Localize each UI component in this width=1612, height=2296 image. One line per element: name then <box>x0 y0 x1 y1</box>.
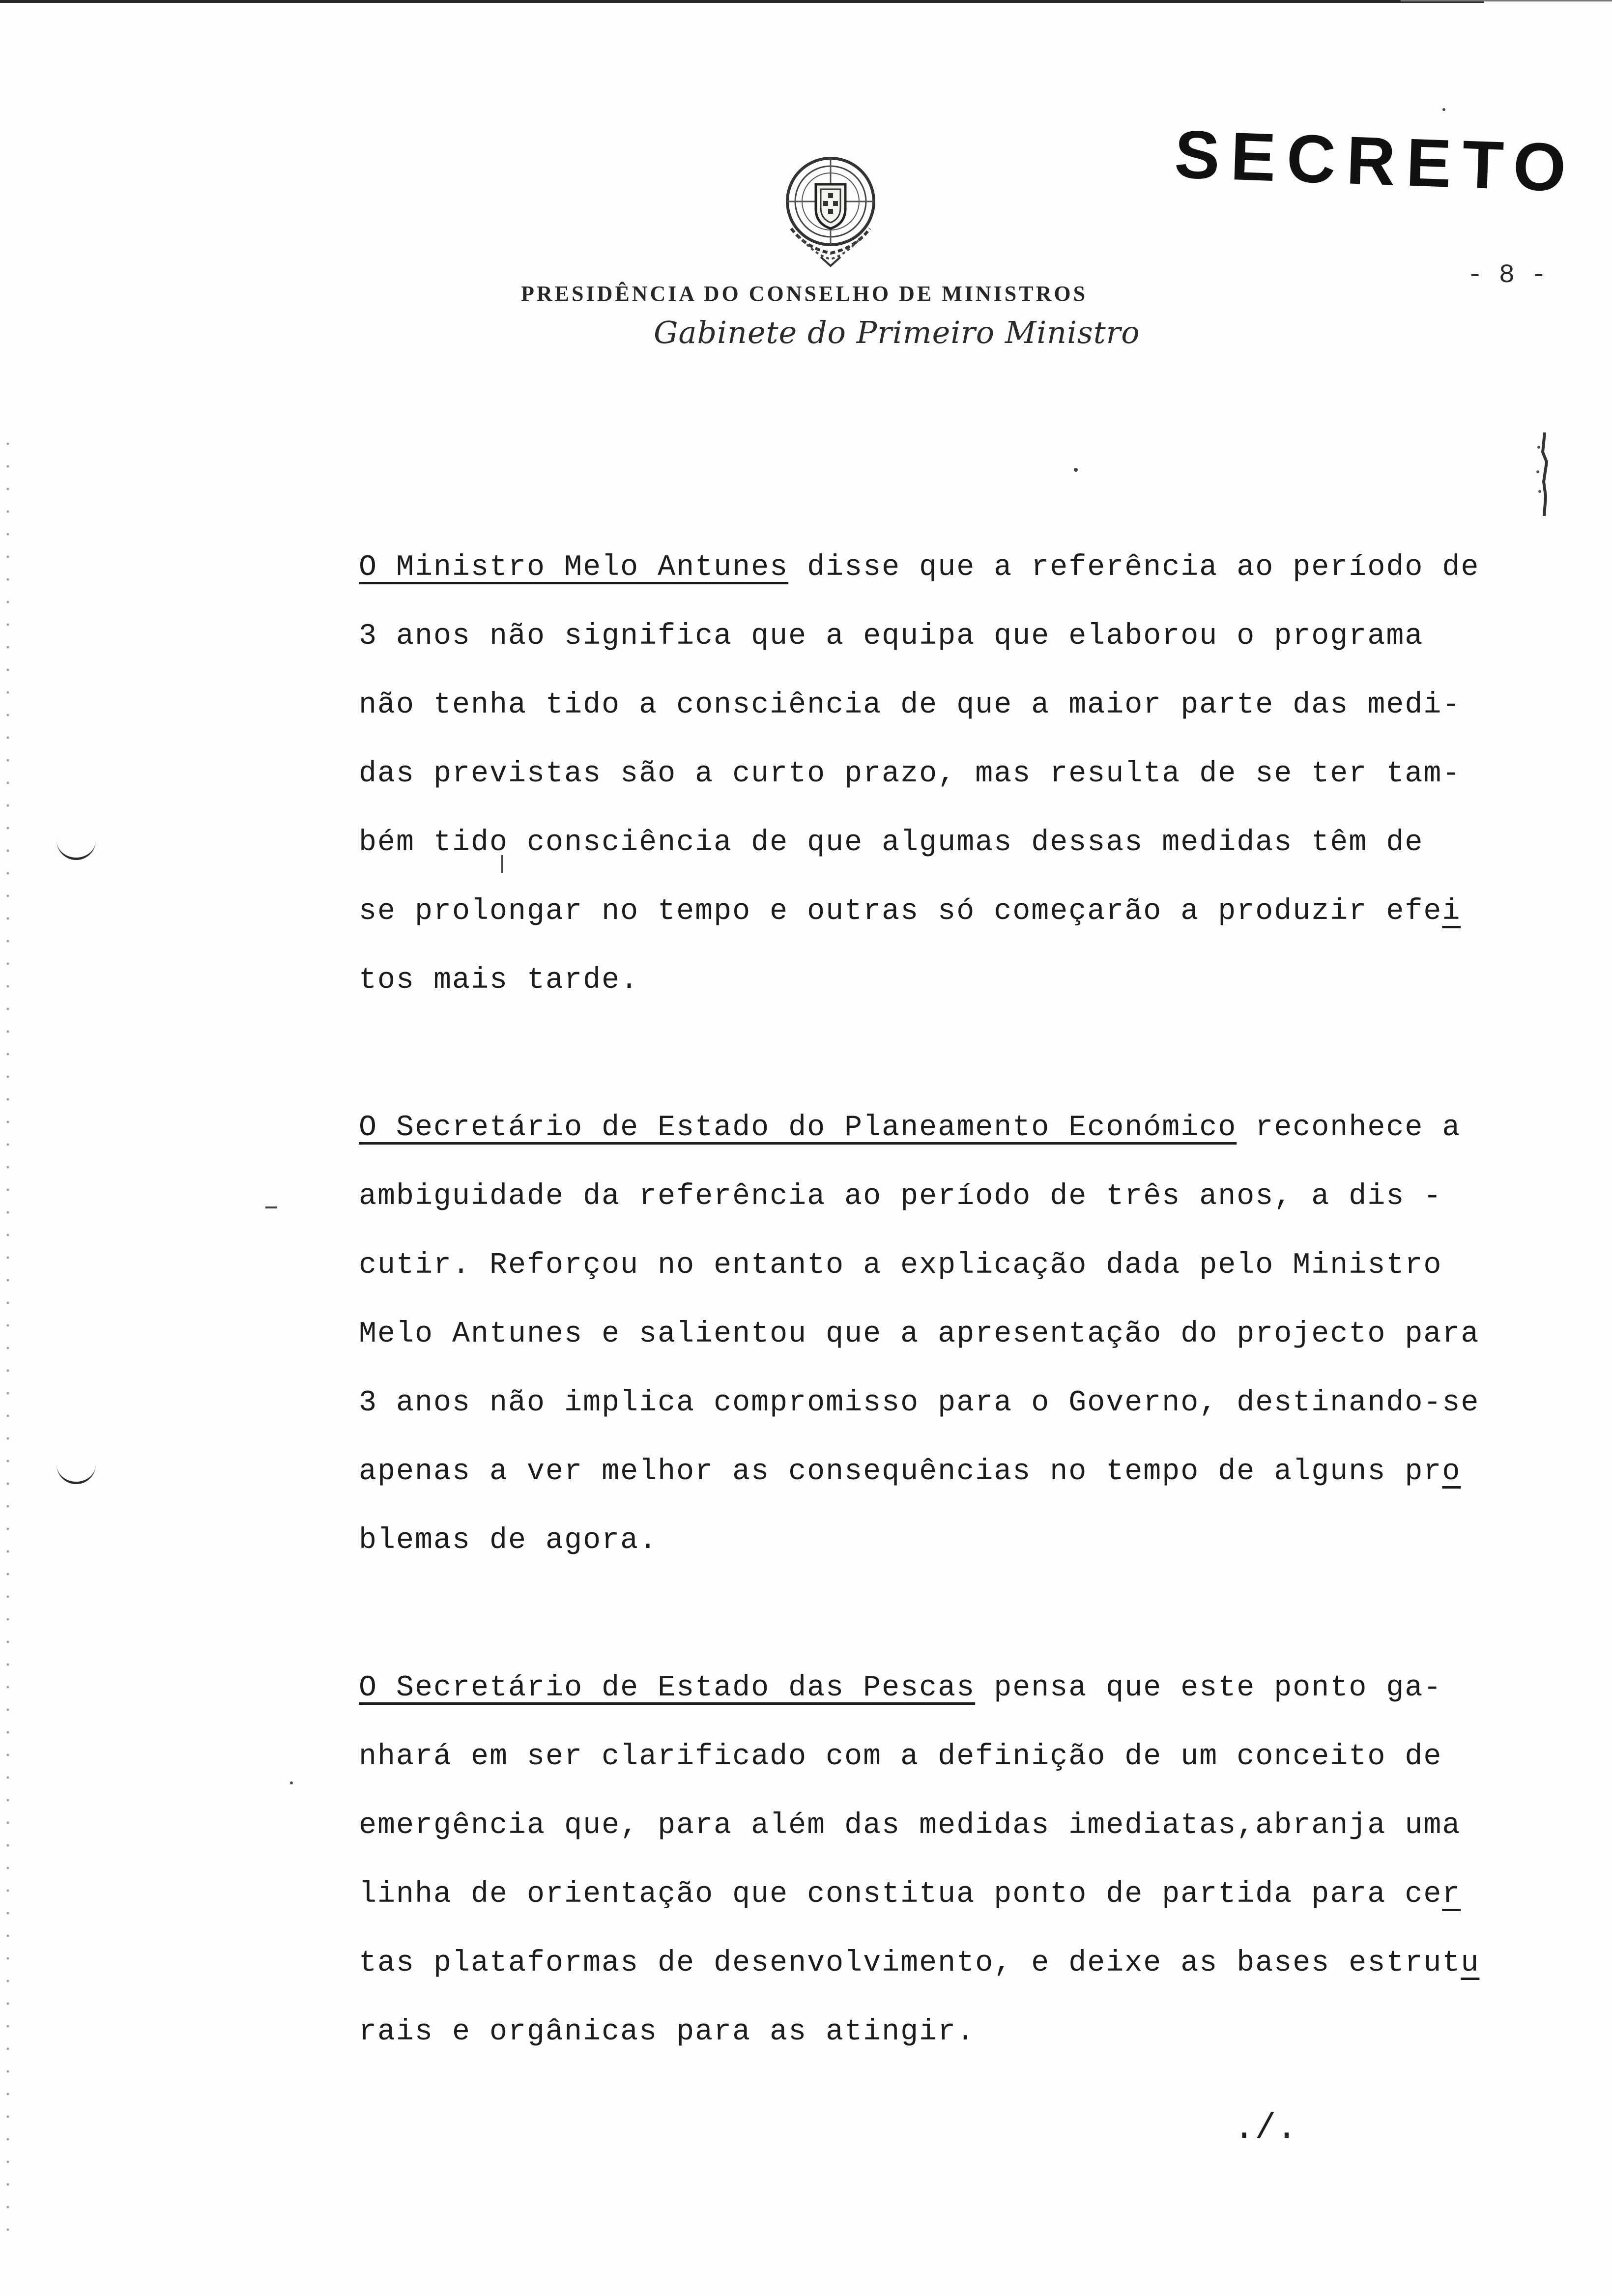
line-text: tas plataformas de desenvolvimento, e deixe as bases estrut <box>359 1947 1461 1980</box>
text-line <box>359 1093 1461 1162</box>
line-text: ambiguidade da referência ao período de três anos, a dis - <box>359 1180 1442 1213</box>
page-number: - 8 - <box>1467 260 1547 290</box>
paragraph <box>359 1093 1480 1575</box>
hyphenation-underline: i <box>1442 895 1461 928</box>
text-line <box>359 1860 1461 1929</box>
line-text: rais e orgânicas para as atingir. <box>359 2015 976 2049</box>
text-line <box>359 1437 1461 1506</box>
text-line <box>359 946 1450 1015</box>
line-text: linha de orientação que constitua ponto de partida para ce <box>359 1878 1442 1911</box>
paragraph <box>359 533 1480 1015</box>
line-text: pensa que este ponto ga- <box>975 1671 1442 1705</box>
text-line <box>359 671 1461 740</box>
punch-hole-mark <box>57 838 96 860</box>
ministry-heading: PRESIDÊNCIA DO CONSELHO DE MINISTROS <box>521 282 1088 306</box>
text-line <box>359 1791 1461 1860</box>
document-body <box>359 533 1480 2145</box>
classification-stamp: SECRETO <box>1173 116 1578 206</box>
punch-hole-mark <box>57 1462 96 1484</box>
text-line <box>359 740 1461 808</box>
stray-mark <box>1442 108 1445 111</box>
text-line <box>359 1722 1450 1791</box>
line-text: 3 anos não implica compromisso para o Governo, destinando-se <box>359 1386 1480 1420</box>
text-line <box>359 1231 1450 1300</box>
text-line <box>359 877 1461 946</box>
stray-mark <box>1074 468 1078 472</box>
line-text: tos mais tarde. <box>359 964 639 997</box>
continuation-mark: ./. <box>1234 2108 1297 2149</box>
text-line <box>359 1506 1450 1575</box>
hyphenation-underline: o <box>1442 1455 1461 1489</box>
text-line <box>359 1369 1480 1437</box>
top-edge-rule <box>0 0 1484 3</box>
left-edge-speckle <box>5 432 11 2251</box>
text-line <box>359 533 1480 602</box>
hyphenation-underline: u <box>1461 1947 1480 1980</box>
line-text: reconhece a <box>1237 1111 1461 1145</box>
top-edge-rule-right <box>1401 0 1612 1</box>
text-line <box>359 1162 1450 1231</box>
text-line <box>359 1300 1480 1369</box>
line-text: emergência que, para além das medidas imediatas,abranja uma <box>359 1809 1461 1842</box>
text-line <box>359 1929 1480 1998</box>
line-text: nhará em ser clarificado com a definição de um conceito de <box>359 1740 1442 1774</box>
speaker-name: O Secretário de Estado das Pescas <box>359 1671 976 1705</box>
hyphenation-underline: r <box>1442 1878 1461 1911</box>
line-text: das previstas são a curto prazo, mas resulta de se ter tam- <box>359 757 1461 791</box>
line-text: não tenha tido a consciência de que a maior parte das medi- <box>359 689 1461 722</box>
line-text: cutir. Reforçou no entanto a explicação dada pelo Ministro <box>359 1249 1442 1282</box>
line-text: apenas a ver melhor as consequências no tempo de alguns pr <box>359 1455 1442 1489</box>
line-text: Melo Antunes e salientou que a apresentação do projecto para <box>359 1318 1480 1351</box>
text-line <box>359 1998 1450 2066</box>
speaker-name: O Secretário de Estado do Planeamento Económico <box>359 1111 1237 1145</box>
cabinet-heading: Gabinete do Primeiro Ministro <box>654 315 1140 350</box>
stray-mark <box>290 1781 293 1784</box>
line-text: 3 anos não significa que a equipa que elaborou o programa <box>359 620 1424 653</box>
speaker-name: O Ministro Melo Antunes <box>359 551 789 584</box>
portuguese-coat-of-arms-icon <box>772 150 890 268</box>
line-text: se prolongar no tempo e outras só começarão a produzir efe <box>359 895 1442 928</box>
text-line <box>359 602 1450 671</box>
line-text: blemas de agora. <box>359 1524 658 1557</box>
text-line <box>359 1654 1450 1722</box>
text-line <box>359 808 1450 877</box>
stray-mark <box>265 1206 277 1208</box>
line-text: disse que a referência ao período de <box>788 551 1480 584</box>
margin-mark <box>1536 432 1551 516</box>
line-text: bém tido consciência de que algumas dessas medidas têm de <box>359 826 1424 860</box>
paragraph <box>359 1654 1480 2066</box>
